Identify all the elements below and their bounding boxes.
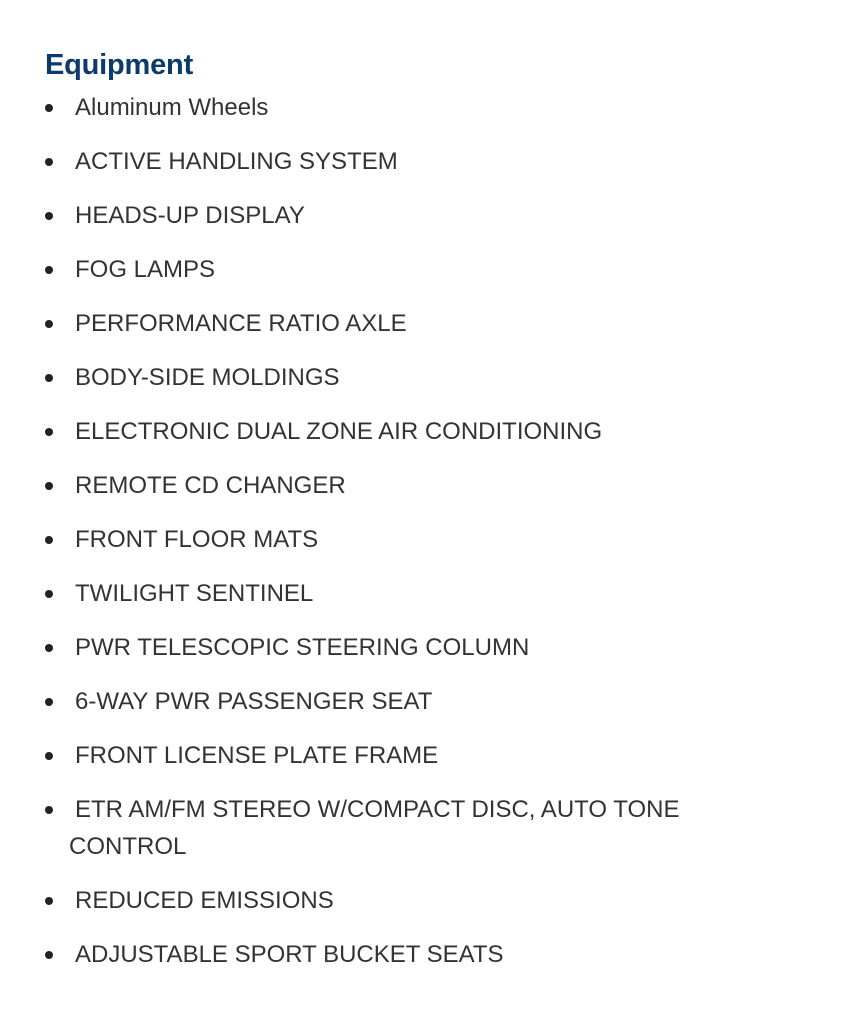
bullet-dot-icon [45, 806, 53, 814]
list-item-label: FRONT FLOOR MATS [75, 526, 319, 553]
list-item-label: TWILIGHT SENTINEL [75, 580, 314, 607]
list-item [45, 413, 825, 450]
bullet-dot-icon [45, 752, 53, 760]
bullet-dot-icon [45, 320, 53, 328]
equipment-list [45, 89, 825, 973]
list-item-label: HEADS-UP DISPLAY [75, 202, 305, 229]
bullet-dot-icon [45, 482, 53, 490]
list-item [45, 936, 825, 973]
bullet-dot-icon [45, 428, 53, 436]
list-item [45, 305, 825, 342]
list-item-label: 6-WAY PWR PASSENGER SEAT [75, 688, 433, 715]
list-item [45, 882, 825, 919]
list-item-label: PWR TELESCOPIC STEERING COLUMN [75, 634, 530, 661]
list-item [45, 197, 825, 234]
bullet-dot-icon [45, 590, 53, 598]
list-item [45, 89, 825, 126]
list-item [45, 359, 825, 396]
list-item-label: ELECTRONIC DUAL ZONE AIR CONDITIONING [75, 418, 603, 445]
bullet-dot-icon [45, 897, 53, 905]
list-item-label: ACTIVE HANDLING SYSTEM [75, 148, 398, 175]
list-item-label: ETR AM/FM STEREO W/COMPACT DISC, AUTO TONE CONTROL [69, 796, 680, 860]
list-item [45, 467, 825, 504]
list-item [45, 575, 825, 612]
equipment-heading: Equipment [45, 49, 194, 81]
bullet-dot-icon [45, 536, 53, 544]
list-item-label: ADJUSTABLE SPORT BUCKET SEATS [75, 941, 504, 968]
list-item-label: BODY-SIDE MOLDINGS [75, 364, 340, 391]
bullet-dot-icon [45, 158, 53, 166]
list-item-label: FOG LAMPS [75, 256, 216, 283]
list-item-label: PERFORMANCE RATIO AXLE [75, 310, 407, 337]
list-item [45, 737, 825, 774]
equipment-section [45, 44, 825, 990]
list-item [45, 683, 825, 720]
list-item-label: FRONT LICENSE PLATE FRAME [75, 742, 439, 769]
bullet-dot-icon [45, 644, 53, 652]
list-item [45, 629, 825, 666]
list-item [45, 791, 825, 865]
list-item-label: REDUCED EMISSIONS [75, 887, 334, 914]
bullet-dot-icon [45, 266, 53, 274]
list-item-label: Aluminum Wheels [75, 94, 269, 121]
list-item [45, 143, 825, 180]
list-item [45, 521, 825, 558]
bullet-dot-icon [45, 104, 53, 112]
bullet-dot-icon [45, 951, 53, 959]
bullet-dot-icon [45, 212, 53, 220]
list-item [45, 251, 825, 288]
bullet-dot-icon [45, 374, 53, 382]
bullet-dot-icon [45, 698, 53, 706]
list-item-label: REMOTE CD CHANGER [75, 472, 346, 499]
